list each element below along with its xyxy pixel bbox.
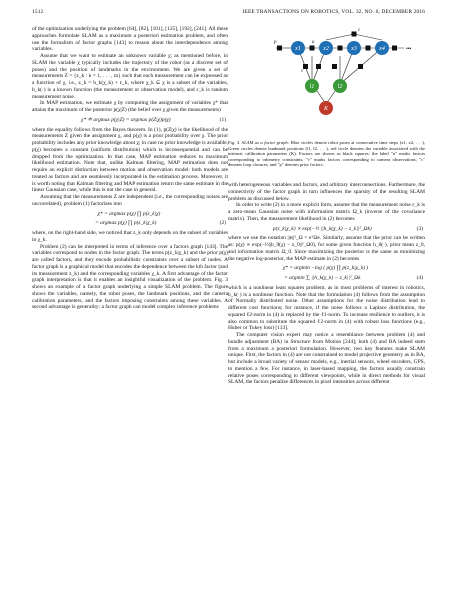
equation-2-number: (2) xyxy=(219,220,226,227)
figure-3 xyxy=(228,26,425,168)
equation-3 xyxy=(228,226,425,233)
figure-caption xyxy=(228,140,425,168)
calibration-label: K xyxy=(323,106,329,112)
right-column xyxy=(228,182,425,386)
equation-1-number: (1) xyxy=(219,116,226,123)
observation-factor xyxy=(316,64,321,69)
equation-2-line1 xyxy=(32,211,228,218)
equation-1-body: χ* ≐ argmax p(χ|Z) = argmax p(Z|χ)p(χ) xyxy=(81,116,171,123)
loop-closure-factor xyxy=(352,32,357,37)
ellipsis: ••• xyxy=(406,46,412,52)
equation-2-body-1: χ* = argmax p(χ) ∏ p(z_k|χ) xyxy=(97,210,161,217)
observation-factor xyxy=(303,64,308,69)
equation-4-line1 xyxy=(228,265,425,272)
equation-4-line2 xyxy=(228,275,425,282)
equation-4-body-1: χ* = argmin −log ( p(χ) ∏ p(z_k|χ_k) ) xyxy=(282,265,369,272)
paragraph: Problem (2) can be interpreted in terms of inference over a factors graph [143]. The variables correspond to nodes in the factor graph. The terms p(z_k|χ_k) and the prior p(χ) are called factors, and they encode probabilistic constraints over a subset of nodes. A factor graph is a graphical model that encodes the dependence between the kth factor (and its measurement z_k) and the corresponding variables χ_k. A first advantage of the factor graph interpretation is that it enables an insightful visualization of the problem. Fig. 3 shows an example of a factor graph underlying a simple SLAM problem. The figure shows the variables, namely, the robot poses, the landmark positions, and the camera calibration parameters, and the factors imposing constraints among these variables. A second advantage is generality: a factor graph can model complex inference problems xyxy=(32,243,228,311)
odometry-factor xyxy=(366,46,371,51)
equation-4-body-2: = argmin ∑ ||h_k(χ_k) − z_k||²_Ωk xyxy=(284,275,361,281)
paragraph: In order to write (2) in a more explicit form, assume that the measurement noise ε_k is a zero-mean Gaussian noise with information matrix Ω_k (inverse of the covariance matrix). Then, the measurement likelihood in (2) becomes xyxy=(228,202,425,222)
landmark-label: l1 xyxy=(309,84,315,90)
factor-label-loop: c xyxy=(358,28,361,33)
caption-label: Fig. 3. xyxy=(228,140,241,145)
pose-label: x3 xyxy=(351,46,357,52)
factor-label-observation: v xyxy=(301,69,304,74)
factor-label-odometry: u xyxy=(312,40,315,45)
paragraph: Assuming that the measurements Z are independent (i.e., the corresponding noises are uncorrelated), problem (1) factorizes into xyxy=(32,194,228,207)
page-number: 1512 xyxy=(32,9,44,15)
caption-text: Blue circles denote robot poses at consecutive time steps (x1, x2, . . .), Green circles denote landmark positions (l1, l2, . . .), red circle denotes the variable associated with the intrinsic calibration parameters (K). Factors are shown as black squares: the label "u" marks factors corresponding to odometry constraints, "v" marks factors corresponding to camera observations, "c" denotes loop closures, and "p" denotes prior factors. xyxy=(228,140,425,168)
pose-label: x2 xyxy=(323,46,329,52)
equation-3-body: p(z_k|χ_k) ∝ exp(−½ ||h_k(χ_k) − z_k||²_Ωk) xyxy=(272,225,372,232)
factor-graph-diagram xyxy=(228,26,425,136)
landmark-label: l2 xyxy=(337,84,343,90)
pose-label: x1 xyxy=(295,46,301,52)
factor-label-prior: p xyxy=(274,40,277,45)
equation-4-number: (4) xyxy=(416,275,423,281)
equation-2-line2 xyxy=(32,220,228,227)
odometry-factor xyxy=(310,46,315,51)
running-header xyxy=(32,9,425,15)
paragraph: Assume that we want to estimate an unknown variable χ; as mentioned before, in SLAM the variable χ typically includes the trajectory of the robot (as a discrete set of poses) and the position of landmarks in the environment. We are given a set of measurements Z = {z_k : k = 1, . . . , m} such that each measurement can be expressed as a function of χ, i.e., z_k = h_k(χ_k) + ε_k, where χ_k ⊆ χ is a subset of the variables, h_k(·) is a known function (the measurement or observation model), and ε_k is random measurement noise. xyxy=(32,53,228,100)
paragraph: of the optimization underlying the problem [64], [82], [101], [125], [192], [241]. All these approaches formulate SLAM as a maximum a posteriori estimation problem, and often use the formalism of factor graphs [143] to reason about the interdependence among variables. xyxy=(32,26,228,53)
observation-factor xyxy=(358,64,363,69)
prior-factor xyxy=(277,46,282,51)
journal-title: IEEE TRANSACTIONS ON ROBOTICS, VOL. 32, NO. 6, DECEMBER 2016 xyxy=(242,9,425,15)
paragraph: with heterogeneous variables and factors, and arbitrary interconnections. Furthermore, the connectivity of the factor graph in turn influences the sparsity of the resulting SLAM problem as discussed below. xyxy=(228,182,425,202)
paragraph: where we use the notation ||e||²_Ω = eᵀΩe. Similarly, assume that the prior can be written as: p(χ) ∝ exp(−½||h_0(χ) − z_0||²_Ω0), for some given function h_0(·), prior mean z_0, and information matrix Ω_0. Since maximizing the posterior is the same as minimizing the negative log-posterior, the MAP estimate in (2) becomes xyxy=(228,235,425,262)
odometry-factor xyxy=(338,46,343,51)
paragraph: In MAP estimation, we estimate χ by computing the assignment of variables χ* that attains the maximum of the posterior p(χ|Z) (the belief over χ given the measurements) xyxy=(32,100,228,113)
observation-factor xyxy=(332,64,337,69)
left-column xyxy=(32,26,228,311)
equation-2-body-2: = argmax p(χ) ∏ p(z_k|χ_k) xyxy=(95,220,157,227)
paragraph: where the equality follows from the Bayes theorem. In (1), p(Z|χ) is the likelihood of the measurements Z given the assignment χ, and p(χ) is a prior probability over χ. The prior probability includes any prior knowledge about χ; in case no prior knowledge is available, p(χ) becomes a constant (uniform distribution) which is inconsequential and can be dropped from the optimization. In that case, MAP estimation reduces to maximum likelihood estimation. Note that, unlike Kalman filtering, MAP estimation does not require an explicit distinction between motion and observation model: both models are treated as factors and are seamlessly incorporated in the estimation process. Moreover, it is worth noting that Kalman filtering and MAP estimation return the same estimate in the linear Gaussian case, while this is not the case in general. xyxy=(32,126,228,194)
paragraph: which is a nonlinear least squares problem, as in most problems of interest in robotics, h_k(·) is a nonlinear function. Note that the formulation (4) follows from the assumption of Normally distributed noise. Other assumptions for the noise distribution lead to different cost functions; for instance, if the noise follows a Laplace distribution, the squared ℓ2-norm in (4) is replaced by the ℓ1-norm. To increase resilience to outliers, it is also common to substitute the squared ℓ2-norm in (4) with robust loss functions (e.g., Huber or Tukey loss) [113]. xyxy=(228,284,425,332)
equation-3-number: (3) xyxy=(416,225,423,232)
caption-title: SLAM as a factor graph: xyxy=(241,140,290,145)
paragraph: where, on the right-hand side, we noticed that z_k only depends on the subset of variables in χ_k. xyxy=(32,230,228,243)
odometry-factor xyxy=(392,46,397,51)
equation-1 xyxy=(32,117,228,124)
paragraph: The computer vision expert may notice a resemblance between problem (4) and bundle adjustment (BA) in Structure from Motion [244]; both (4) and BA indeed stem from a maximum a posteriori formulation. However, two key features make SLAM unique. First, the factors in (4) are not constrained to model projective geometry as in BA, but include a broad variety of sensor models, e.g., inertial sensors, wheel encoders, GPS, to mention a few. For instance, in laser-based mapping, the factors usually constrain relative poses corresponding to different viewpoints, while in direct methods for visual SLAM, the factors penalize differences in pixel intensities across different xyxy=(228,332,425,386)
pose-label: x4 xyxy=(379,46,385,52)
